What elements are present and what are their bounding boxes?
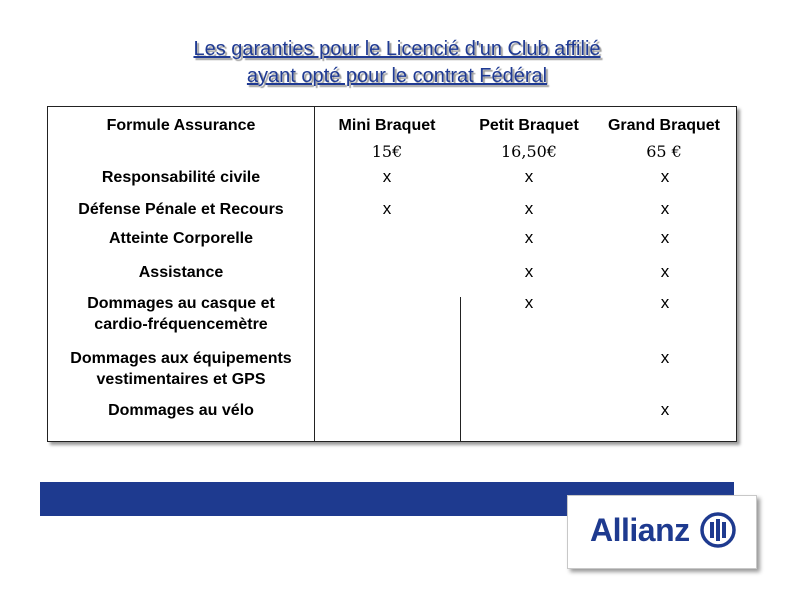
- mark-grand: x: [660, 348, 670, 367]
- mark-mini: x: [382, 199, 392, 218]
- row-label: Atteinte Corporelle: [108, 230, 253, 247]
- allianz-logo: [567, 495, 757, 569]
- mark-grand: x: [660, 262, 670, 281]
- row-label: Assistance: [138, 264, 224, 281]
- mark-petit: x: [524, 167, 534, 186]
- row-label: Responsabilité civile: [101, 169, 261, 186]
- column-divider: [460, 297, 461, 441]
- logo-text: Allianz: [590, 512, 690, 548]
- row-label: [48, 293, 314, 335]
- row-label: Dommages au vélo: [108, 402, 254, 419]
- mark-grand: x: [660, 167, 670, 186]
- header-petit: Petit Braquet: [479, 117, 579, 134]
- title-line-2: ayant opté pour le contrat Fédéral: [246, 65, 548, 87]
- row-label-line-1: Dommages aux équipements: [70, 350, 292, 367]
- mark-grand: x: [660, 199, 670, 218]
- header-formule: Formule Assurance: [106, 117, 256, 134]
- header-grand: Grand Braquet: [607, 117, 720, 134]
- mark-petit: x: [524, 228, 534, 247]
- mark-grand: x: [660, 400, 670, 419]
- row-label-line-1: Dommages au casque et: [87, 295, 275, 312]
- header-mini-price: 15€: [371, 142, 403, 161]
- title-line-1: Les garanties pour le Licencié d'un Club affilié: [193, 38, 601, 60]
- mark-petit: x: [524, 199, 534, 218]
- mark-grand: x: [660, 293, 670, 312]
- allianz-eagle-icon: [700, 512, 736, 548]
- mark-petit: x: [524, 293, 534, 312]
- row-label: [48, 348, 314, 390]
- mark-mini: x: [382, 167, 392, 186]
- header-petit-price: 16,50€: [501, 142, 557, 161]
- row-label: Défense Pénale et Recours: [78, 201, 284, 218]
- mark-grand: x: [660, 228, 670, 247]
- mark-petit: x: [524, 262, 534, 281]
- header-grand-price: 65 €: [646, 142, 682, 161]
- row-label-line-2: vestimentaires et GPS: [96, 371, 266, 388]
- header-mini: Mini Braquet: [338, 117, 436, 134]
- guarantees-table: [47, 106, 737, 442]
- row-label-line-2: cardio-fréquencemètre: [94, 316, 268, 333]
- page-title: [0, 36, 794, 90]
